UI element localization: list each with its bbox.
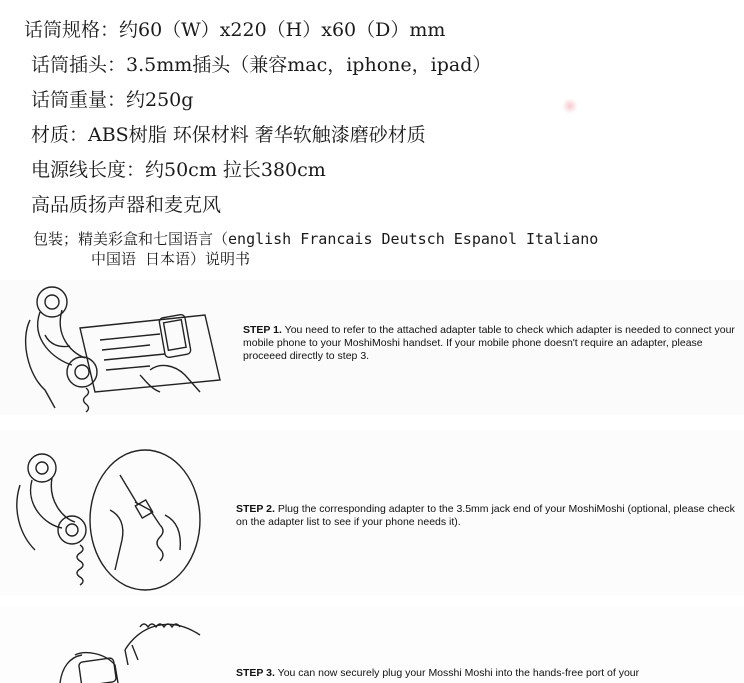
spec-plug: 话筒插头：3.5mm插头（兼容mac，iphone，ipad） bbox=[31, 54, 492, 76]
step-3-text bbox=[236, 667, 736, 680]
spec-package bbox=[33, 229, 733, 269]
step-3-body: You can now securely plug your Mosshi Moshi into the hands-free port of your bbox=[274, 667, 640, 679]
step-3-panel bbox=[0, 605, 744, 683]
spec-material: 材质：ABS树脂 环保材料 奢华软触漆磨砂材质 bbox=[31, 124, 426, 146]
spec-weight: 话筒重量：约250g bbox=[31, 89, 194, 111]
spec-cable: 电源线长度：约50cm 拉长380cm bbox=[31, 159, 326, 181]
step-2-panel bbox=[0, 430, 744, 595]
step-1-panel bbox=[0, 280, 744, 415]
spec-quality: 高品质扬声器和麦克风 bbox=[31, 194, 222, 216]
step-2-text bbox=[236, 503, 736, 529]
step-1-body: You need to refer to the attached adapter table to check which adapter is needed to connect your mobile phone to your MoshiMoshi handset. If your mobile phone doesn't require an adapter, please proceeed directly to step 3. bbox=[243, 324, 735, 362]
spec-size: 话筒规格：约60（W）x220（H）x60（D）mm bbox=[24, 19, 446, 41]
spec-package-line1: 包装；精美彩盒和七国语言（english Francais Deutsch Espanol Italiano bbox=[33, 230, 599, 248]
spec-package-line2: 中国语 日本语）说明书 bbox=[91, 250, 251, 268]
step-2-body: Plug the corresponding adapter to the 3.5mm jack end of your MoshiMoshi (optional, please check on the adapter list to see if your phone needs it). bbox=[236, 503, 735, 528]
pink-blot-mark bbox=[562, 98, 578, 114]
step-1-label: STEP 1. bbox=[243, 324, 282, 336]
step-3-label: STEP 3. bbox=[236, 667, 275, 679]
step-2-label: STEP 2. bbox=[236, 503, 275, 515]
step-1-text bbox=[243, 324, 738, 363]
